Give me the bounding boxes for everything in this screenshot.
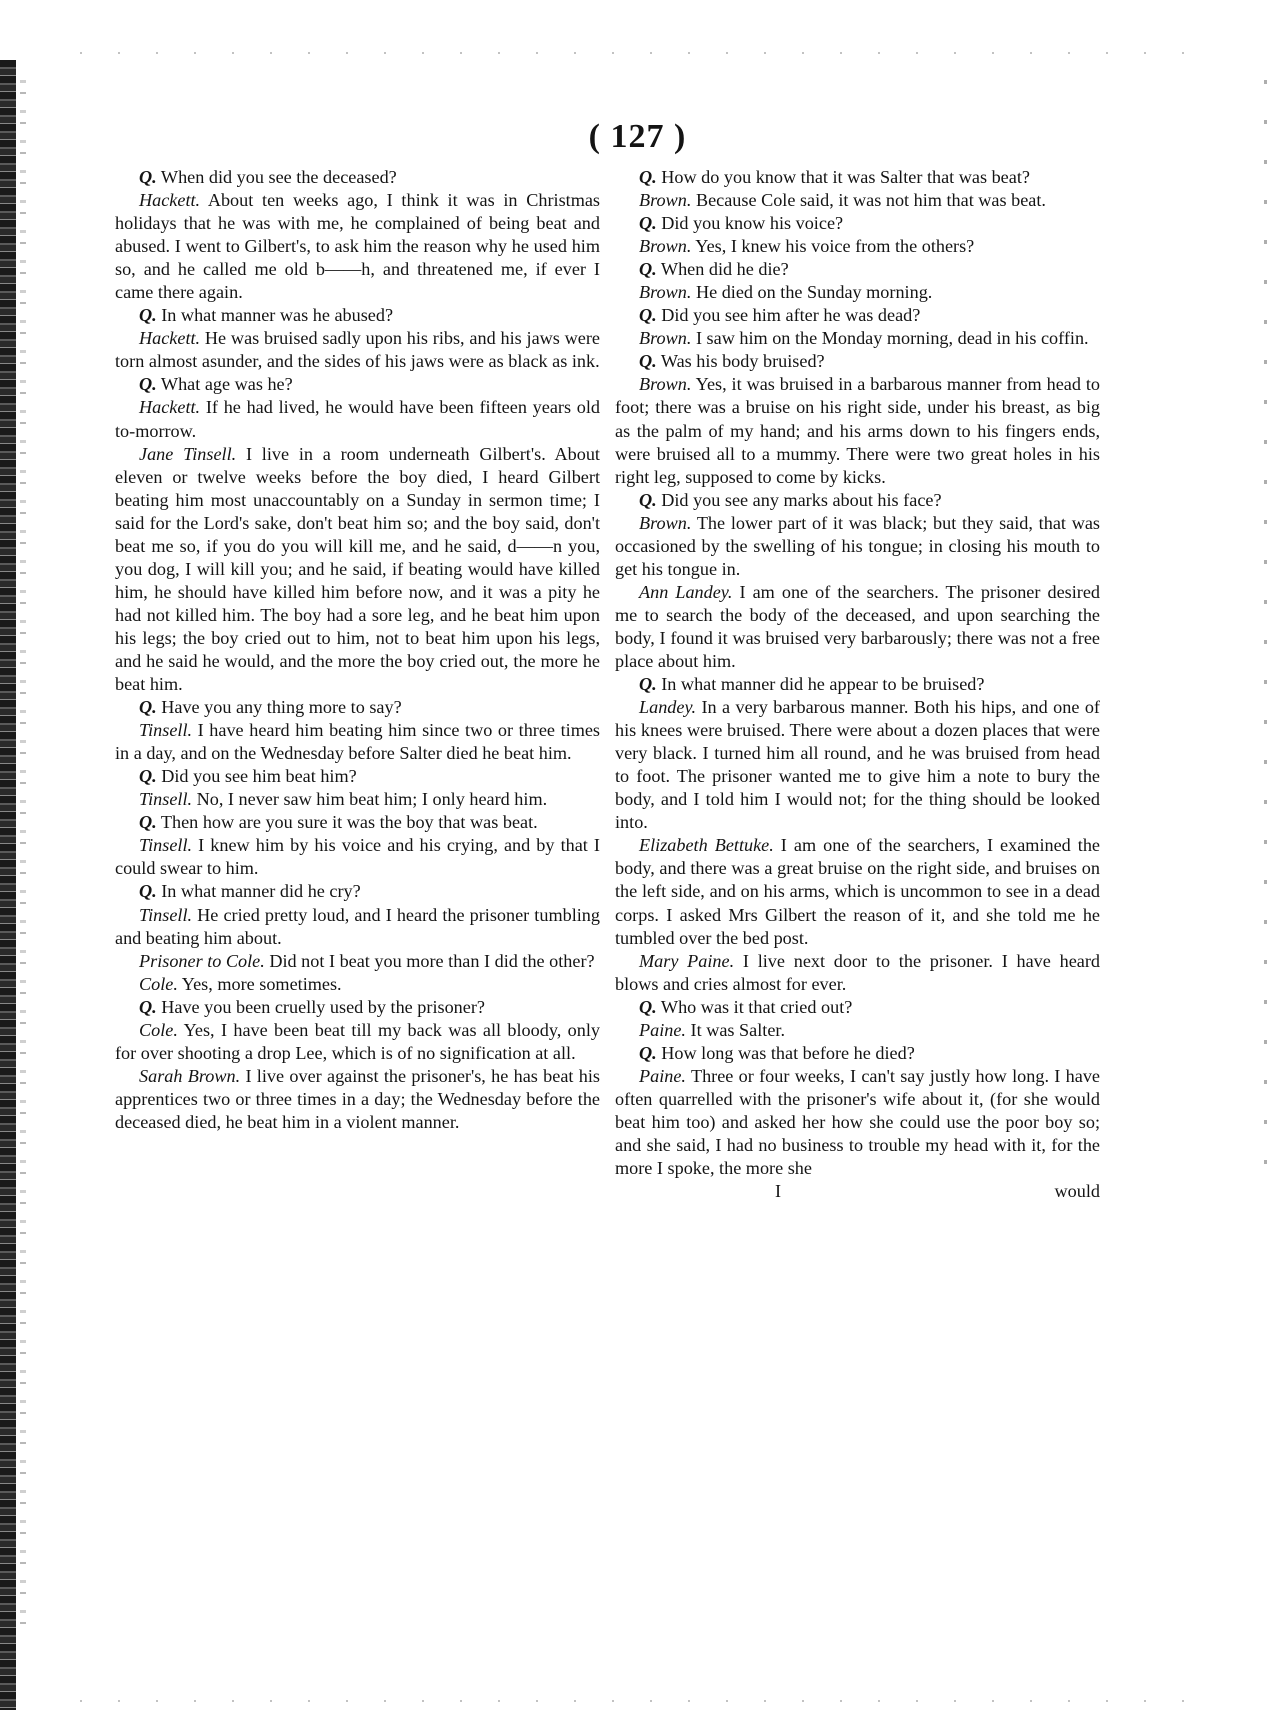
testimony-text: Did you see him beat him? bbox=[156, 766, 357, 787]
speaker-label: Q. bbox=[139, 812, 157, 833]
testimony-text: Yes, I knew his voice from the others? bbox=[691, 236, 975, 257]
testimony-text: The lower part of it was black; but they said, that was occasioned by the swelling of his tongue; in closing his mouth to get his tongue in. bbox=[615, 512, 1100, 579]
speaker-label: Tinsell. bbox=[139, 904, 193, 925]
testimony-text: In a very barbarous manner. Both his hips, and one of his knees were bruised. There were about a dozen places that were very black. I turned him all round, and he was bruised from head to foot. The prisoner wanted me to give him a note to bury the body, and I told him I would not; for the thing should be looked into. bbox=[615, 697, 1100, 833]
testimony-paragraph bbox=[115, 996, 600, 1019]
testimony-text: I have heard him beating him since two or three times in a day, and on the Wednesday before Salter died he beat him. bbox=[115, 720, 600, 764]
testimony-text: Did you see him after he was dead? bbox=[656, 305, 921, 326]
testimony-text: He died on the Sunday morning. bbox=[691, 282, 933, 303]
speaker-label: Tinsell. bbox=[139, 835, 193, 856]
testimony-text: I live over against the prisoner's, he has beat his apprentices two or three times in a day; the Wednesday before the deceased died, he beat him in a violent manner. bbox=[115, 1065, 600, 1132]
testimony-text: Was his body bruised? bbox=[656, 351, 825, 372]
testimony-text: I knew him by his voice and his crying, and by that I could swear to him. bbox=[115, 835, 600, 879]
speaker-label: Q. bbox=[139, 766, 157, 787]
testimony-text: How long was that before he died? bbox=[656, 1042, 915, 1063]
testimony-text: Did you know his voice? bbox=[656, 213, 844, 234]
speaker-label: Q. bbox=[639, 1042, 657, 1063]
testimony-paragraph bbox=[615, 189, 1100, 212]
testimony-paragraph bbox=[615, 1019, 1100, 1042]
testimony-paragraph bbox=[115, 304, 600, 327]
testimony-text: Because Cole said, it was not him that was beat. bbox=[691, 190, 1046, 211]
testimony-paragraph bbox=[115, 788, 600, 811]
testimony-paragraph bbox=[615, 581, 1100, 673]
speaker-label: Q. bbox=[639, 167, 657, 187]
testimony-text: Who was it that cried out? bbox=[656, 996, 853, 1017]
testimony-text: In what manner did he cry? bbox=[156, 881, 361, 902]
speaker-label: Q. bbox=[639, 996, 657, 1017]
testimony-text: Did you see any marks about his face? bbox=[656, 489, 942, 510]
right-column bbox=[615, 166, 1100, 1203]
speaker-label: Jane Tinsell. bbox=[139, 443, 237, 464]
testimony-paragraph bbox=[115, 189, 600, 304]
testimony-paragraph bbox=[615, 281, 1100, 304]
speaker-label: Brown. bbox=[639, 328, 692, 349]
speaker-label: Prisoner to Cole. bbox=[139, 950, 265, 971]
testimony-paragraph bbox=[615, 350, 1100, 373]
testimony-paragraph bbox=[615, 512, 1100, 581]
speaker-label: Hackett. bbox=[139, 190, 201, 211]
speaker-label: Q. bbox=[139, 697, 157, 718]
testimony-text: No, I never saw him beat him; I only heard him. bbox=[192, 789, 548, 810]
testimony-text: He was bruised sadly upon his ribs, and his jaws were torn almost asunder, and the sides of his jaws were as black as ink. bbox=[115, 328, 600, 372]
testimony-paragraph bbox=[115, 396, 600, 442]
speaker-label: Q. bbox=[139, 996, 157, 1017]
testimony-paragraph bbox=[615, 258, 1100, 281]
speaker-label: Paine. bbox=[639, 1065, 686, 1086]
testimony-text: I live next door to the prisoner. I have heard blows and cries almost for ever. bbox=[615, 950, 1100, 994]
testimony-paragraph bbox=[115, 765, 600, 788]
scan-noise-right bbox=[1264, 80, 1267, 1180]
speaker-label: Q. bbox=[639, 259, 657, 280]
speaker-label: Cole. bbox=[139, 1019, 178, 1040]
speaker-label: Q. bbox=[639, 489, 657, 510]
testimony-text: When did he die? bbox=[656, 259, 789, 280]
testimony-paragraph bbox=[615, 673, 1100, 696]
speaker-label: Q. bbox=[639, 213, 657, 234]
testimony-paragraph bbox=[615, 212, 1100, 235]
testimony-text: I am one of the searchers, I examined the body, and there was a great bruise on the right side, and bruises on the left side, and on his arms, which is uncommon to see in a dead corps. I asked Mrs Gilbert the reason of it, and she told me he tumbled over the bed post. bbox=[615, 835, 1100, 948]
scan-noise-top bbox=[80, 52, 1200, 54]
testimony-text: He cried pretty loud, and I heard the prisoner tumbling and beating him about. bbox=[115, 904, 600, 948]
speaker-label: Q. bbox=[139, 167, 157, 187]
speaker-label: Ann Landey. bbox=[639, 581, 733, 602]
speaker-label: Mary Paine. bbox=[639, 950, 735, 971]
testimony-text: If he had lived, he would have been fifteen years old to-morrow. bbox=[115, 397, 600, 441]
testimony-paragraph bbox=[615, 235, 1100, 258]
page-number-header: ( 127 ) bbox=[588, 118, 687, 155]
speaker-label: Cole. bbox=[139, 973, 178, 994]
testimony-paragraph bbox=[615, 696, 1100, 834]
testimony-text: Have you been cruelly used by the prisoner? bbox=[156, 996, 485, 1017]
testimony-paragraph bbox=[115, 166, 600, 189]
testimony-text: About ten weeks ago, I think it was in Christmas holidays that he was with me, he complained of being beat and abused. I went to Gilbert's, to ask him the reason why he used him so, and he called me old b——h, and threatened me, if ever I came there again. bbox=[115, 190, 600, 303]
catchword: would bbox=[1054, 1181, 1100, 1202]
testimony-text: Did not I beat you more than I did the other? bbox=[264, 950, 595, 971]
speaker-label: Landey. bbox=[639, 697, 697, 718]
testimony-paragraph bbox=[615, 996, 1100, 1019]
testimony-text: Yes, more sometimes. bbox=[177, 973, 342, 994]
testimony-text: I live in a room underneath Gilbert's. About eleven or twelve weeks before the boy died, I heard Gilbert beating him most unaccountably on a Sunday in sermon time; I said for the Lord's sake, don't beat him so; and the boy said, don't beat me so, if you do you will kill me, and he said, d——n you, you dog, I will kill you; and he said, if beating would have killed him, he should have killed him before now, and it was a pity he had not killed him. The boy had a sore leg, and he beat him upon his legs; the boy cried out to him, not to beat him upon his legs, and he said he would, and the more the boy cried out, the more he beat him. bbox=[115, 443, 600, 695]
testimony-paragraph bbox=[615, 489, 1100, 512]
testimony-paragraph bbox=[115, 950, 600, 973]
testimony-text: Then how are you sure it was the boy that was beat. bbox=[156, 812, 538, 833]
scan-binding-shadow bbox=[20, 80, 26, 1640]
testimony-paragraph bbox=[115, 443, 600, 697]
speaker-label: Paine. bbox=[639, 1019, 686, 1040]
testimony-text: In what manner did he appear to be bruised? bbox=[656, 674, 985, 695]
testimony-paragraph bbox=[615, 1065, 1100, 1180]
speaker-label: Tinsell. bbox=[139, 720, 193, 741]
testimony-paragraph bbox=[615, 166, 1100, 189]
speaker-label: Brown. bbox=[639, 374, 692, 395]
testimony-text: How do you know that it was Salter that was beat? bbox=[656, 167, 1030, 187]
testimony-text: I saw him on the Monday morning, dead in his coffin. bbox=[691, 328, 1089, 349]
speaker-label: Elizabeth Bettuke. bbox=[639, 835, 774, 856]
testimony-paragraph bbox=[115, 327, 600, 373]
speaker-label: Sarah Brown. bbox=[139, 1065, 241, 1086]
speaker-label: Q. bbox=[639, 305, 657, 326]
testimony-text: It was Salter. bbox=[685, 1019, 785, 1040]
scan-binding-edge bbox=[0, 60, 16, 1710]
testimony-text: What age was he? bbox=[156, 374, 293, 395]
testimony-paragraph bbox=[615, 1042, 1100, 1065]
testimony-paragraph bbox=[115, 811, 600, 834]
speaker-label: Q. bbox=[639, 674, 657, 695]
testimony-paragraph bbox=[115, 834, 600, 880]
speaker-label: Tinsell. bbox=[139, 789, 193, 810]
speaker-label: Q. bbox=[139, 374, 157, 395]
testimony-text: In what manner was he abused? bbox=[156, 305, 394, 326]
testimony-paragraph bbox=[115, 880, 600, 903]
speaker-label: Q. bbox=[639, 351, 657, 372]
speaker-label: Q. bbox=[139, 881, 157, 902]
page-footer-line bbox=[615, 1180, 1100, 1203]
testimony-paragraph bbox=[115, 1019, 600, 1065]
testimony-text: Yes, I have been beat till my back was all bloody, only for over shooting a drop Lee, which is of no signification at all. bbox=[115, 1019, 600, 1063]
testimony-paragraph bbox=[115, 373, 600, 396]
testimony-text: Yes, it was bruised in a barbarous manner from head to foot; there was a bruise on his right side, under his breast, as big as the palm of my hand; and his arms down to his fingers ends, were bruised all to a mummy. There were two great holes in his right leg, supposed to come by kicks. bbox=[615, 374, 1100, 487]
speaker-label: Q. bbox=[139, 305, 157, 326]
testimony-paragraph bbox=[615, 304, 1100, 327]
testimony-text: Have you any thing more to say? bbox=[156, 697, 402, 718]
testimony-paragraph bbox=[615, 950, 1100, 996]
speaker-label: Hackett. bbox=[139, 328, 201, 349]
speaker-label: Brown. bbox=[639, 282, 692, 303]
speaker-label: Brown. bbox=[639, 190, 692, 211]
testimony-paragraph bbox=[615, 327, 1100, 350]
testimony-paragraph bbox=[615, 834, 1100, 949]
speaker-label: Brown. bbox=[639, 512, 692, 533]
testimony-paragraph bbox=[115, 973, 600, 996]
testimony-paragraph bbox=[115, 904, 600, 950]
speaker-label: Hackett. bbox=[139, 397, 201, 418]
testimony-text: I am one of the searchers. The prisoner desired me to search the body of the deceased, and upon searching the body, I found it was bruised very barbarously; there was not a free place about him. bbox=[615, 581, 1101, 671]
testimony-text: When did you see the deceased? bbox=[156, 167, 397, 187]
signature-mark: I bbox=[775, 1181, 782, 1202]
testimony-paragraph bbox=[615, 373, 1100, 488]
testimony-text: Three or four weeks, I can't say justly how long. I have often quarrelled with the prisoner's wife about it, (for she would beat him too) and asked her how she could use the poor boy so; and she said, I had no business to trouble my head with it, for the more I spoke, the more she bbox=[615, 1065, 1100, 1179]
testimony-paragraph bbox=[115, 1065, 600, 1134]
speaker-label: Brown. bbox=[639, 236, 692, 257]
scan-noise-bottom bbox=[80, 1700, 1200, 1702]
left-column bbox=[115, 166, 600, 1134]
testimony-paragraph bbox=[115, 719, 600, 765]
testimony-paragraph bbox=[115, 696, 600, 719]
